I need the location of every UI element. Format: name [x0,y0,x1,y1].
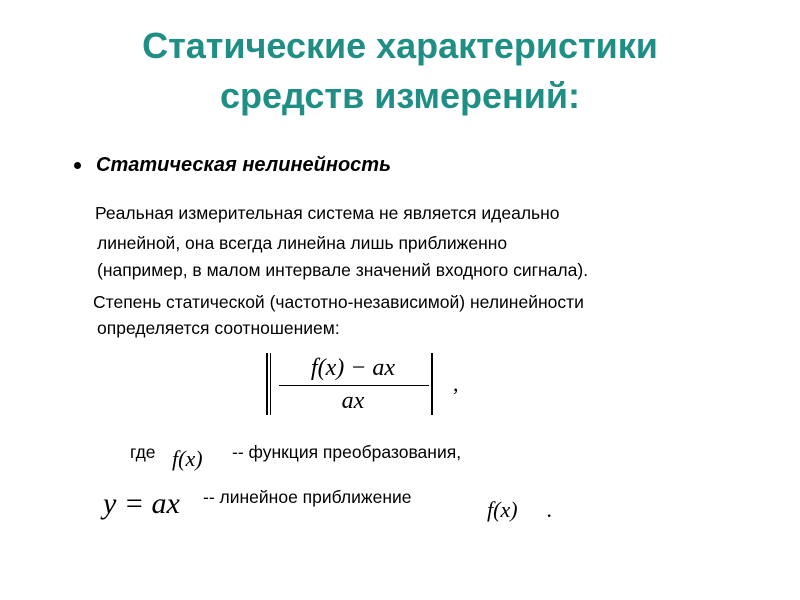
formula-denominator: ax [341,388,365,414]
nonlinearity-formula [263,353,463,417]
linear-equation: y = ax [103,487,180,520]
paragraph-2-line-2: определяется соотношением: [97,318,340,338]
formula-comma: , [453,371,459,396]
bullet-dot-icon [74,162,81,169]
formula-numerator: f(x) − ax [310,355,396,381]
slide-title-line-2: средств измерений: [220,75,580,116]
linear-function: f(x) [487,497,518,522]
where-function: f(x) [172,446,203,471]
abs-bar-right [431,353,433,415]
where-label: где [130,442,156,462]
linear-period: . [547,497,553,522]
paragraph-1-line-2: линейной, она всегда линейна лишь приближенно [97,233,508,253]
abs-bar-left-inner [270,353,272,415]
bullet-item [74,150,391,180]
linear-description: -- линейное приближение [203,487,412,507]
slide-title-line-1: Статические характеристики [142,25,658,66]
bullet-heading: Статическая нелинейность [96,153,391,176]
paragraph-2-line-1: Степень статической (частотно-независимой) нелинейности [93,292,584,312]
paragraph-1-line-1: Реальная измерительная система не является идеально [95,203,560,223]
where-description: -- функция преобразования, [232,442,462,462]
fraction-bar [279,385,429,386]
paragraph-1-line-3: (например, в малом интервале значений входного сигнала). [97,260,589,280]
abs-bar-left [266,353,268,415]
